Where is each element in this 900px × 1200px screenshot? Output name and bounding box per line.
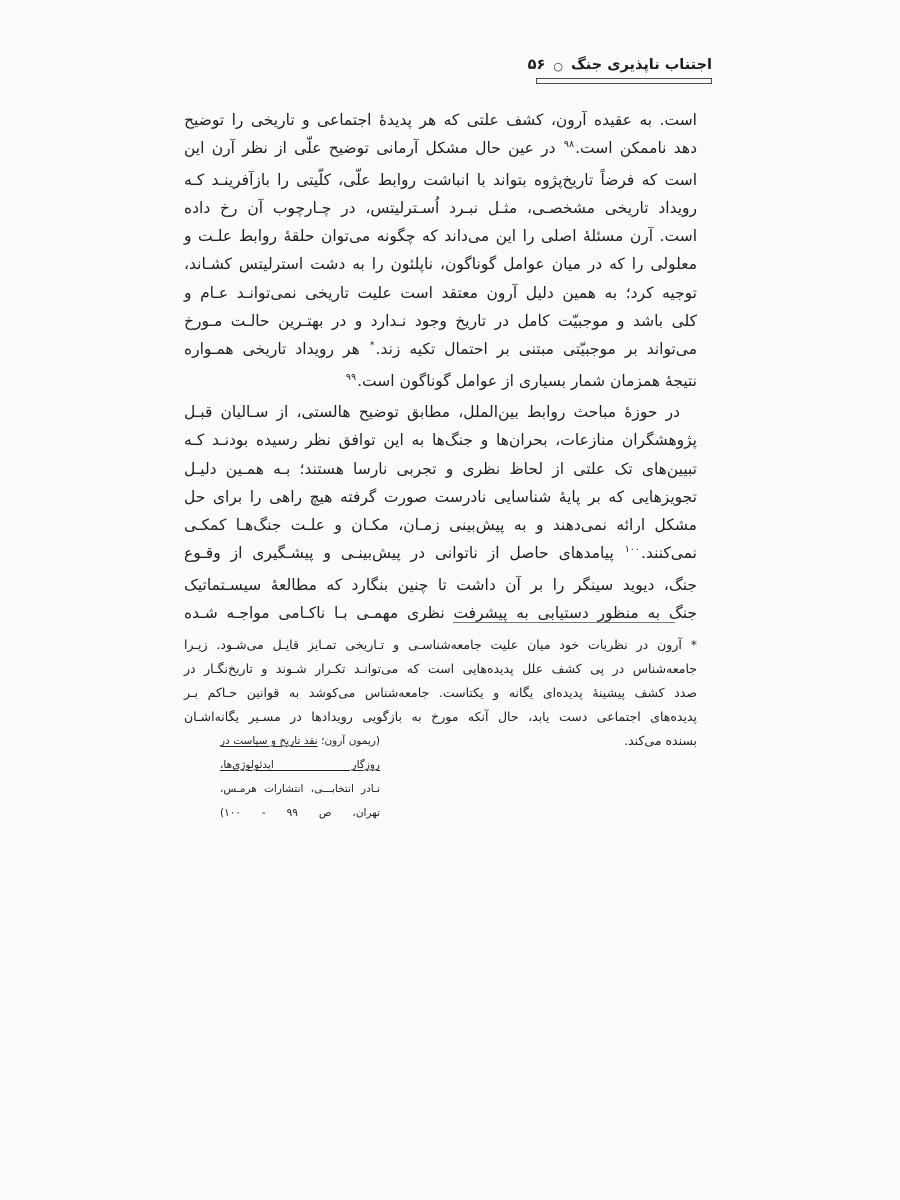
text-line — [184, 250, 697, 278]
text-segment: معلولی را که در میان عوامل گوناگون، ناپلئون را به دشت استرلیتس کشـاند، — [184, 255, 697, 274]
running-title: اجتناب ناپذیری جنگ — [570, 57, 712, 73]
text-segment: دهد ناممکن است. — [575, 139, 697, 158]
text-line — [184, 222, 697, 250]
text-segment: توجیه کرد؛ به همین دلیل آرون معتقد است علیت تاریخی نمی‌توانـد عـام و — [184, 283, 697, 302]
main-text-block — [184, 106, 697, 627]
footnote-closing-text: بسنده می‌کند. — [624, 733, 697, 748]
text-segment: می‌تواند بر موجبیّتی مبتنی بر احتمال تکیه زند. — [375, 340, 697, 359]
header-rule — [536, 78, 712, 84]
text-line — [184, 367, 697, 398]
text-line — [184, 633, 697, 657]
text-line — [184, 511, 697, 539]
footnote-text — [184, 633, 697, 729]
page-number: ۵۶ — [527, 57, 546, 73]
text-segment: پیامدهای حاصل از ناتوانی در پیش‌بینـی و پیشـگیری از وقـوع — [184, 544, 624, 563]
footnote-citation — [220, 729, 380, 825]
text-segment: نتیجهٔ همزمان شمار بسیاری از عوامل گوناگون است. — [357, 371, 697, 390]
text-segment: هر رویداد تاریخی همـواره — [184, 340, 369, 359]
text-line — [184, 571, 697, 599]
text-line — [184, 539, 697, 570]
text-segment: است که فرضاً تاریخ‌پژوه بتواند با انباشت روابط علّی، کلّیتی را بازآفرینـد کـه — [184, 170, 697, 189]
footnote-section — [184, 622, 697, 819]
text-line — [184, 166, 697, 194]
text-segment: جامعه‌شناس در پی کشف علل پدیده‌هایی است که می‌توانـد تکـرار شـوند و تاریخ‌نگـار در — [184, 661, 697, 676]
footnote-reference: ۹۹ — [345, 371, 357, 383]
footnote-reference: ۹۸ — [563, 139, 575, 151]
footnote-reference: * — [369, 340, 375, 352]
text-segment: در عین حال مشکل آرمانی توضیح علّی از نظر آرن این — [184, 139, 563, 158]
running-header — [528, 57, 712, 84]
text-segment: جنگ، دیوید سینگر را بر آن داشت تا چنین بنگارد که مطالعهٔ سیسـتماتیک — [184, 575, 697, 594]
text-segment: در حوزهٔ مباحث روابط بین‌الملل، مطابق توضیح هالستی، از سـالیان قبـل — [184, 402, 680, 421]
text-line — [220, 729, 380, 777]
text-line — [184, 681, 697, 705]
text-segment: تبیین‌های تک علتی از لحاظ نظری و تجربی نارسا هستند؛ بـه همـین دلیـل — [184, 459, 697, 478]
text-segment: * آرون در نظریات خود میان علیت جامعه‌شناسـی و تـاریخی تمـایز قایـل می‌شـود. زیـرا — [184, 637, 697, 652]
paragraph-2 — [184, 398, 697, 627]
text-segment: نمی‌کنند. — [641, 544, 697, 563]
text-line — [184, 335, 697, 366]
text-line — [184, 307, 697, 335]
text-line — [184, 455, 697, 483]
footnote-separator — [453, 622, 675, 623]
text-segment: نـادر انتخابـــی، انتشارات هرمـس، تهران، ص ۹۹ - ۱۰۰) — [220, 783, 380, 819]
text-segment: پدیده‌های اجتماعی دست یابد، حال آنکه مورخ به بازگویی رویدادها در مسـیر یگانه‌اشـان — [184, 709, 697, 724]
text-line — [184, 657, 697, 681]
text-segment: تجویزهایی که بر پایهٔ شناسایی نادرست صورت گرفته هیچ راهی را برای حل — [184, 487, 697, 506]
header-divider-icon: ○ — [553, 59, 563, 73]
text-segment: است. به عقیده آرون، کشف علتی که هر پدیدهٔ اجتماعی و تاریخی را توضیح — [184, 111, 697, 129]
footnote-body — [184, 633, 697, 819]
text-segment: (ریمون آرون؛ — [317, 735, 380, 747]
text-line — [184, 705, 697, 729]
text-segment: پژوهشگران منازعات، بحران‌ها و جنگ‌ها به این توافق نظر رسیده بودنـد کـه — [184, 431, 697, 450]
paragraph-1 — [184, 106, 697, 398]
text-line — [184, 134, 697, 165]
book-title-underlined: نقد تاریخ و سیاست در روزگار ایدئولوژی‌ها، — [220, 735, 380, 771]
text-line — [184, 426, 697, 454]
text-line — [184, 194, 697, 222]
text-line — [184, 279, 697, 307]
text-segment: کلی باشد و موجبیّت کامل در تاریخ وجود نـدارد و در بهتـرین حالـت مـورخ — [184, 312, 697, 331]
text-segment: است. آرن مسئلهٔ اصلی را این می‌داند که چگونه می‌توان حلقهٔ روابط علـت و — [184, 227, 697, 246]
text-line — [220, 777, 380, 825]
text-line — [184, 398, 697, 426]
footnote-reference: ۱۰۰ — [624, 544, 640, 556]
text-line — [184, 483, 697, 511]
text-segment: صدد کشف پیشینهٔ پدیده‌ای یگانه و یکتاست. جامعه‌شناس می‌کوشد به قوانین حـاکم بـر — [184, 685, 697, 700]
text-segment: رویداد تاریخی مشخصـی، مثـل نبـرد اُسـترلیتس، در چـارچوب آن رخ داده — [184, 198, 697, 217]
text-segment: جنگ به منظور دستیابی به پیشرفت نظری مهمـی بـا ناکـامی مواجـه شـده — [184, 604, 697, 623]
text-segment: مشکل ارائه نمی‌دهند و به پیش‌بینی زمـان، مکـان و علـت جنگ‌هـا کمکـی — [184, 516, 697, 535]
text-line — [184, 106, 697, 134]
